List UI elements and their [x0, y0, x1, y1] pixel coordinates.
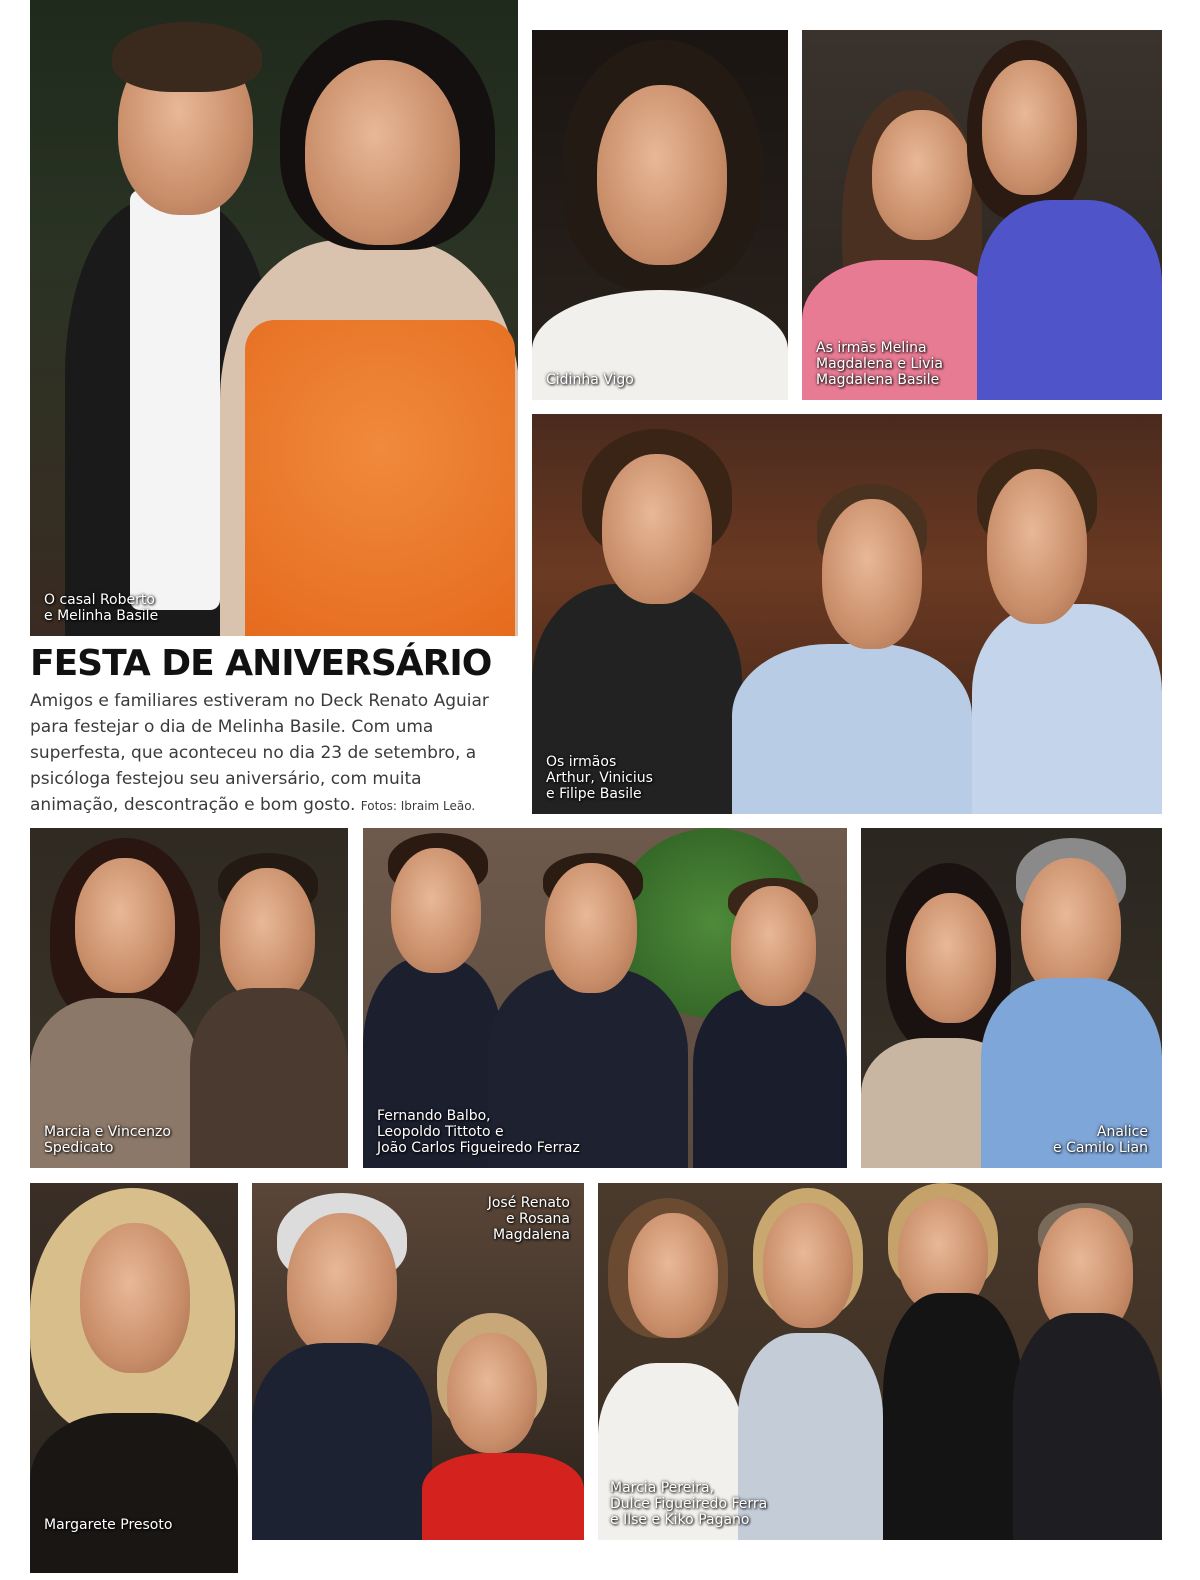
photo-caption: Os irmãos Arthur, Vinicius e Filipe Basile: [546, 754, 653, 802]
article-intro: [30, 688, 510, 819]
photo-caption: José Renato e Rosana Magdalena: [487, 1195, 570, 1243]
photo-credit: Fotos: Ibraim Leão.: [360, 799, 476, 813]
photo-cidinha-vigo: [532, 30, 788, 400]
photo-margarete-presoto: [30, 1183, 238, 1573]
photo-caption: Fernando Balbo, Leopoldo Tittoto e João Carlos Figueiredo Ferraz: [377, 1108, 580, 1156]
photo-caption: Analice e Camilo Lian: [1053, 1124, 1148, 1156]
photo-marcia-dulce-ilse-kiko: [598, 1183, 1162, 1540]
photo-caption: Cidinha Vigo: [546, 372, 634, 388]
photo-analice-camilo: [861, 828, 1162, 1168]
photo-caption: O casal Roberto e Melinha Basile: [44, 592, 159, 624]
photo-caption: Marcia Pereira, Dulce Figueiredo Ferra e Ilse e Kiko Pagano: [610, 1480, 768, 1528]
photo-irmaos-basile: [532, 414, 1162, 814]
photo-caption: As irmãs Melina Magdalena e Livia Magdalena Basile: [816, 340, 943, 388]
photo-jose-renato-rosana: [252, 1183, 584, 1540]
photo-fernando-leopoldo-joao: [363, 828, 847, 1168]
intro-text: Amigos e familiares estiveram no Deck Renato Aguiar para festejar o dia de Melinha Basile. Com uma superfesta, que aconteceu no dia 23 de setembro, a psicóloga festejou seu aniversário, com muita animação, descontração e bom gosto.: [30, 691, 489, 815]
photo-caption: Marcia e Vincenzo Spedicato: [44, 1124, 171, 1156]
photo-caption: Margarete Presoto: [44, 1517, 173, 1533]
photo-irmas-magdalena: [802, 30, 1162, 400]
photo-marcia-vincenzo: [30, 828, 348, 1168]
photo-roberto-melinha: [30, 0, 518, 636]
page-title: FESTA DE ANIVERSÁRIO: [30, 643, 492, 684]
